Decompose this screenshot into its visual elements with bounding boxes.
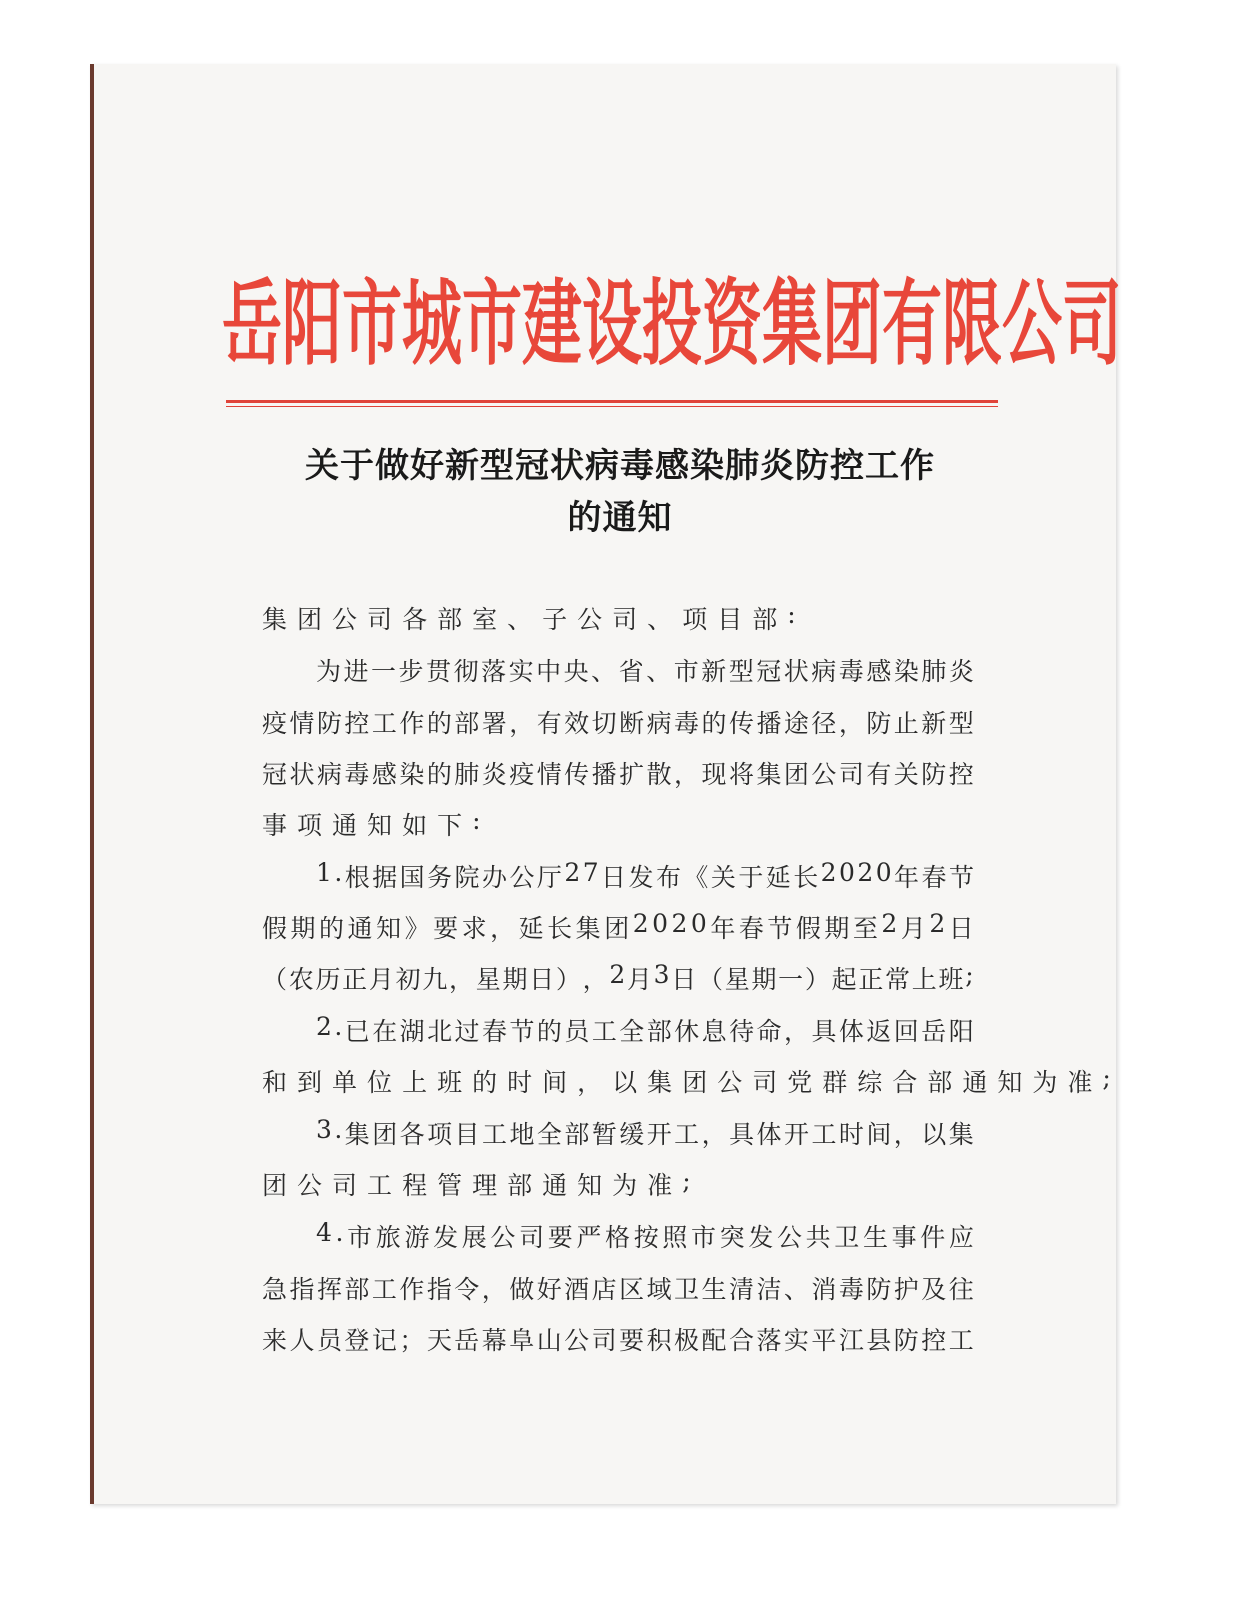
paragraph-line: 4 . 市 旅 游 发 展 公 司 要 严 格 按 照 市 突 发 公 共 卫 生 事 件 应 bbox=[316, 1218, 974, 1252]
letterhead-company-name: 岳 阳 市 城 市 建 设 投 资 集 团 有 限 公 司 bbox=[222, 270, 1122, 379]
paragraph-line: 2 . 已 在 湖 北 过 春 节 的 员 工 全 部 休 息 待 命 ， 具 体 返 回 岳 阳 bbox=[316, 1012, 974, 1046]
paragraph-line: 冠 状 病 毒 感 染 的 肺 炎 疫 情 传 播 扩 散 ， 现 将 集 团 公 司 有 关 防 控 bbox=[262, 760, 974, 789]
document-title-line2: 的通知 bbox=[567, 498, 673, 538]
paragraph-line: 团 公 司 工 程 管 理 部 通 知 为 准 ; bbox=[262, 1166, 701, 1200]
paragraph-line: 来 人 员 登 记 ； 天 岳 幕 阜 山 公 司 要 积 极 配 合 落 实 平 江 县 防 控 工 bbox=[262, 1326, 974, 1355]
paragraph-line: 3 . 集 团 各 项 目 工 地 全 部 暂 缓 开 工 ， 具 体 开 工 时 间 ， 以 集 bbox=[316, 1115, 974, 1149]
paragraph-line: 假 期 的 通 知 》 要 求 ， 延 长 集 团 2 0 2 0 年 春 节 假 期 至 2 月 2 日 bbox=[262, 909, 974, 943]
paragraph-line: 疫 情 防 控 工 作 的 部 署 ， 有 效 切 断 病 毒 的 传 播 途 径 ， 防 止 新 型 bbox=[262, 709, 974, 738]
paragraph-line: 1 . 根 据 国 务 院 办 公 厅 2 7 日 发 布 《 关 于 延 长 2 0 2 0 年 春 节 bbox=[316, 858, 974, 892]
paragraph-line: 为 进 一 步 贯 彻 落 实 中 央 、 省 、 市 新 型 冠 状 病 毒 感 染 肺 炎 bbox=[316, 657, 974, 686]
letterhead-divider-thin bbox=[226, 406, 998, 407]
paragraph-line: 急 指 挥 部 工 作 指 令 ， 做 好 酒 店 区 域 卫 生 清 洁 、 消 毒 防 护 及 往 bbox=[262, 1275, 974, 1304]
letterhead-divider bbox=[226, 400, 998, 403]
paragraph-line: 集 团 公 司 各 部 室 、 子 公 司 、 项 目 部 : bbox=[262, 600, 806, 634]
paragraph-line: （ 农 历 正 月 初 九 ， 星 期 日 ） ， 2 月 3 日 （ 星 期 一 ） 起 正 常 上 班 ; bbox=[262, 960, 974, 994]
paragraph-line: 和 到 单 位 上 班 的 时 间 ， 以 集 团 公 司 党 群 综 合 部 通 知 为 准 ; bbox=[262, 1063, 1121, 1097]
document-title-line1: 关于做好新型冠状病毒感染肺炎防控工作 bbox=[305, 446, 935, 486]
paragraph-line: 事 项 通 知 如 下 : bbox=[262, 806, 491, 840]
